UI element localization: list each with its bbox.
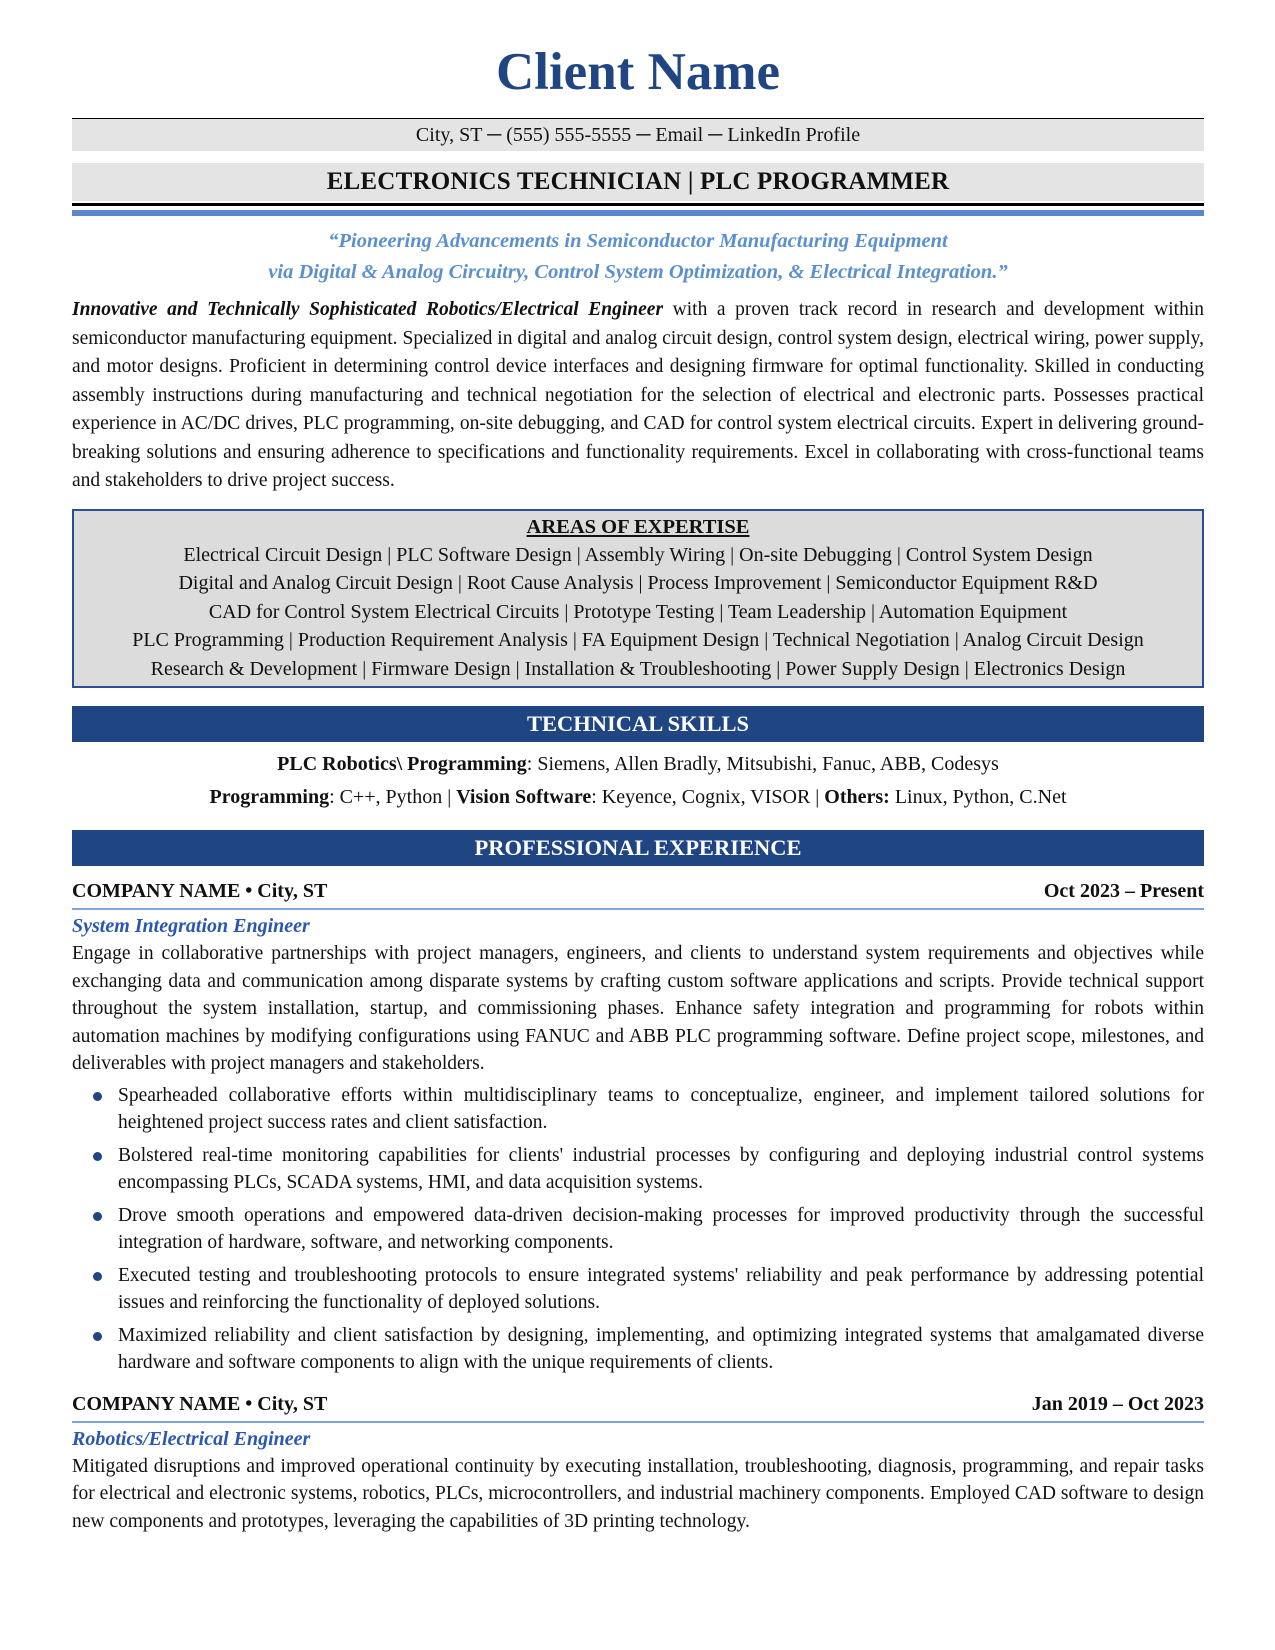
- expertise-heading: AREAS OF EXPERTISE: [526, 515, 750, 538]
- skills-line-plc: [72, 748, 1204, 781]
- resume-page: [72, 40, 1204, 1535]
- tagline-line-2: via Digital & Analog Circuitry, Control System Optimization, & Electrical Integration.”: [268, 261, 1008, 283]
- areas-of-expertise-box: [72, 509, 1204, 689]
- job-description: Engage in collaborative partnerships with project managers, engineers, and clients to understand system requirements and objectives while exchanging data and communication among disparate systems by crafting custom software applications and scripts. Provide technical support throughout the system installation, startup, and commissioning phases. Enhance safety integration and programming for robots within automation machines by modifying configurations using FANUC and ABB PLC programming software. Define project scope, milestones, and deliverables with project managers and stakeholders.: [72, 943, 1204, 1074]
- skills-label: Programming: [209, 786, 330, 808]
- contact-separator: ─: [636, 124, 651, 146]
- tagline: [72, 226, 1204, 288]
- bullet-icon: [93, 1152, 102, 1161]
- expertise-line: PLC Programming | Production Requirement Analysis | FA Equipment Design | Technical Negotiation | Analog Circuit Design: [132, 629, 1144, 651]
- contact-city: City, ST: [415, 124, 483, 146]
- skills-label: Others:: [824, 786, 890, 808]
- contact-linkedin: LinkedIn Profile: [727, 124, 861, 146]
- technical-skills-heading: TECHNICAL SKILLS: [72, 706, 1204, 742]
- skills-value: : Siemens, Allen Bradly, Mitsubishi, Fanuc, ABB, Codesys: [526, 753, 999, 775]
- summary-paragraph: [72, 296, 1204, 496]
- expertise-line: Research & Development | Firmware Design | Installation & Troubleshooting | Power Supply Design | Electronics Design: [150, 657, 1126, 680]
- skills-label: PLC Robotics\ Programming: [277, 753, 527, 775]
- expertise-line: CAD for Control System Electrical Circuits | Prototype Testing | Team Leadership | Automation Equipment: [208, 600, 1068, 623]
- list-item: [72, 1082, 1204, 1137]
- summary-body: with a proven track record in research and development within semiconductor manufacturing equipment. Specialized in digital and analog circuit design, control system design, electrical wiring, power supply, and motor designs. Proficient in determining control device interfaces and designing firmware for optimal functionality. Skilled in conducting assembly instructions during manufacturing and technical negotiation for the selection of electrical and electronic parts. Possesses practical experience in AC/DC drives, PLC programming, on-site debugging, and CAD for control system electrical circuits. Expert in delivering ground-breaking solutions and ensuring adherence to specifications and functionality requirements. Excel in collaborating with cross-functional teams and stakeholders to drive project success.: [72, 299, 1204, 491]
- bullet-icon: [93, 1092, 102, 1101]
- achievement-list: [72, 1082, 1204, 1377]
- job-entry: [72, 878, 1204, 1377]
- contact-phone: (555) 555-5555: [506, 124, 632, 146]
- list-item: [72, 1262, 1204, 1317]
- skills-value: : C++, Python |: [329, 786, 457, 808]
- bullet-icon: [93, 1212, 102, 1221]
- job-header: [72, 878, 1204, 910]
- bullet-text: Executed testing and troubleshooting protocols to ensure integrated systems' reliability and peak performance by addressing potential issues and reinforcing the functionality of deployed solutions.: [118, 1264, 1204, 1313]
- contact-bar: [72, 118, 1204, 151]
- expertise-line: Digital and Analog Circuit Design | Root Cause Analysis | Process Improvement | Semiconductor Equipment R&D: [178, 572, 1098, 594]
- professional-experience-heading: PROFESSIONAL EXPERIENCE: [72, 830, 1204, 866]
- skills-label: Vision Software: [456, 786, 592, 808]
- list-item: [72, 1322, 1204, 1377]
- list-item: [72, 1202, 1204, 1257]
- client-name: Client Name: [495, 43, 781, 101]
- job-dates: Jan 2019 – Oct 2023: [1031, 1392, 1204, 1415]
- tagline-line-1: “Pioneering Advancements in Semiconductor Manufacturing Equipment: [328, 230, 948, 252]
- contact-separator: ─: [708, 124, 723, 146]
- job-title: Robotics/Electrical Engineer: [72, 1427, 311, 1450]
- bullet-text: Drove smooth operations and empowered data-driven decision-making processes for improved productivity through the successful integration of hardware, software, and networking components.: [118, 1204, 1204, 1253]
- divider-blue: [72, 210, 1204, 216]
- skills-value: : Keyence, Cognix, VISOR |: [591, 786, 825, 808]
- job-title: System Integration Engineer: [72, 915, 310, 937]
- company-name: COMPANY NAME • City, ST: [72, 880, 328, 902]
- contact-email: Email: [655, 124, 704, 146]
- bullet-text: Spearheaded collaborative efforts within multidisciplinary teams to conceptualize, engineer, and implement tailored solutions for heightened project success rates and client satisfaction.: [118, 1084, 1204, 1133]
- bullet-icon: [93, 1272, 102, 1281]
- list-item: [72, 1142, 1204, 1197]
- skills-value: Linux, Python, C.Net: [889, 786, 1067, 808]
- job-dates: Oct 2023 – Present: [1043, 880, 1204, 902]
- bullet-text: Maximized reliability and client satisfaction by designing, implementing, and optimizing integrated systems that amalgamated diverse hardware and software components to align with the unique requirements of clients.: [118, 1324, 1204, 1373]
- skills-line-programming: [72, 781, 1204, 814]
- professional-title: ELECTRONICS TECHNICIAN | PLC PROGRAMMER: [72, 163, 1204, 201]
- bullet-icon: [93, 1332, 102, 1341]
- summary-lead: Innovative and Technically Sophisticated Robotics/Electrical Engineer: [72, 299, 664, 320]
- job-header: [72, 1391, 1204, 1423]
- job-entry: [72, 1391, 1204, 1536]
- bullet-text: Bolstered real-time monitoring capabilities for clients' industrial processes by configuring and deploying industrial control systems encompassing PLCs, SCADA systems, HMI, and data acquisition systems.: [118, 1144, 1204, 1193]
- job-description: Mitigated disruptions and improved operational continuity by executing installation, troubleshooting, diagnosis, programming, and repair tasks for electrical and electronic systems, robotics, PLCs, microcontrollers, and industrial machinery components. Employed CAD software to design new components and prototypes, leveraging the capabilities of 3D printing technology.: [72, 1455, 1204, 1532]
- contact-separator: ─: [487, 124, 502, 146]
- expertise-line: Electrical Circuit Design | PLC Software Design | Assembly Wiring | On-site Debugging | Control System Design: [183, 543, 1093, 566]
- company-name: COMPANY NAME • City, ST: [72, 1392, 328, 1415]
- technical-skills: [72, 748, 1204, 814]
